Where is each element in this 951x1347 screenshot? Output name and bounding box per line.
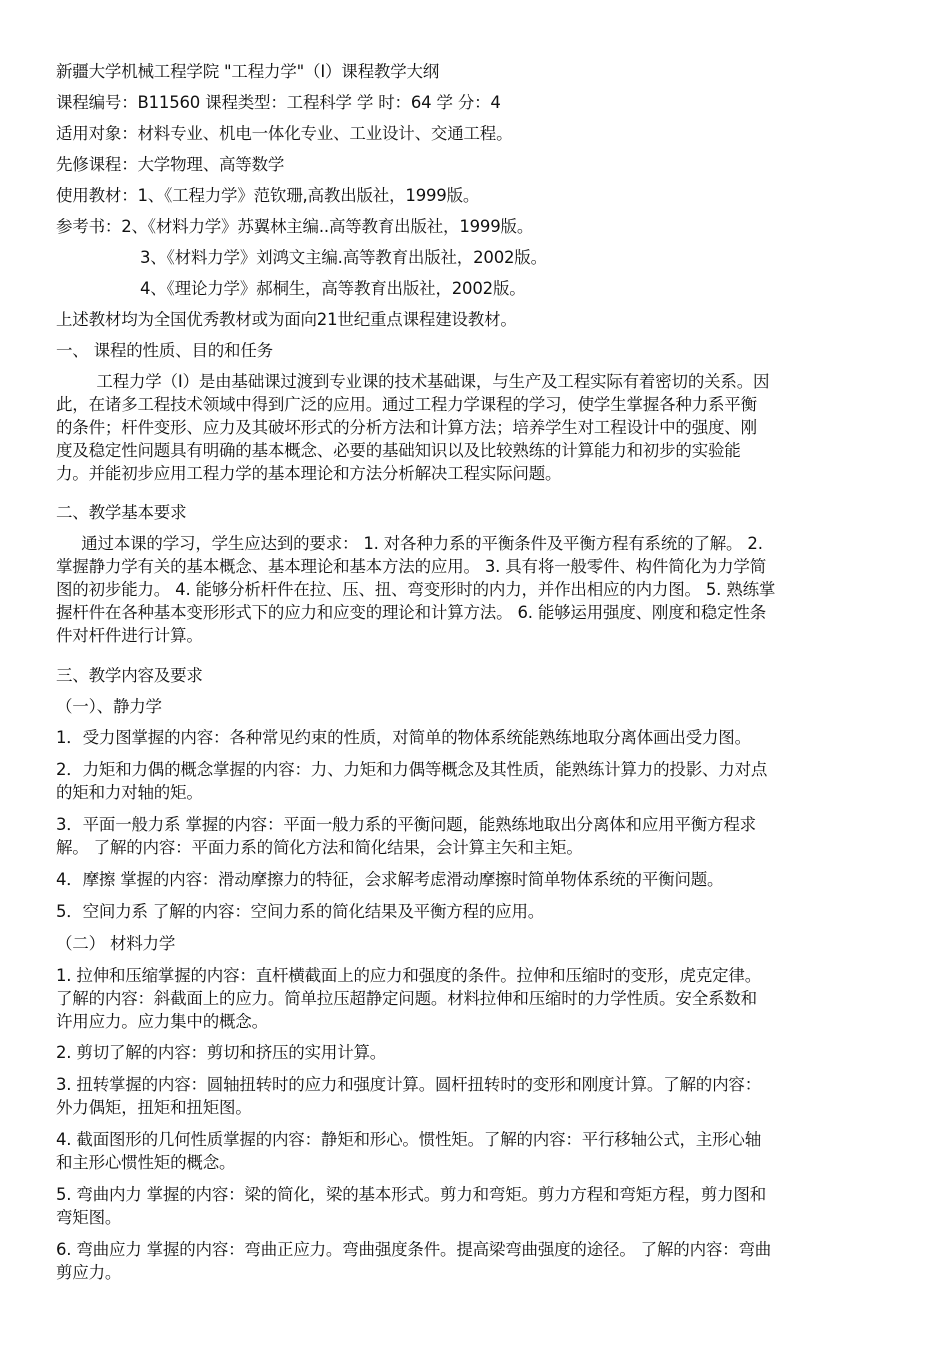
section-2-paragraph [56,532,896,647]
part-2-heading: （二） 材料力学 [56,934,176,953]
paragraph-line: 通过本课的学习，学生应达到的要求： 1. 对各种力系的平衡条件及平衡方程有系统的了解。 2. [56,534,763,553]
paragraph-line: 此，在诸多工程技术领域中得到广泛的应用。通过工程力学课程的学习，使学生掌握各种力系平衡 [56,395,757,414]
paragraph-line: 力。并能初步应用工程力学的基本理论和方法分析解决工程实际问题。 [56,464,562,483]
item-line: 剪应力。 [56,1263,122,1282]
item-line: 1. 拉伸和压缩掌握的内容：直杆横截面上的应力和强度的条件。拉伸和压缩时的变形，虎克定律。 [56,966,761,985]
item-line: 4．摩擦 掌握的内容：滑动摩擦力的特征，会求解考虑滑动摩擦时简单物体系统的平衡问题。 [56,870,724,889]
item-line: 弯矩图。 [56,1208,122,1227]
item-line: 许用应力。应力集中的概念。 [56,1012,268,1031]
item-line: 3. 扭转掌握的内容：圆轴扭转时的应力和强度计算。圆杆扭转时的变形和刚度计算。了解的内容： [56,1075,761,1094]
statics-item-2 [56,758,896,804]
textbook-note: 上述教材均为全国优秀教材或为面向21世纪重点课程建设教材。 [56,310,517,329]
item-line: 外力偶矩，扭矩和扭矩图。 [56,1098,252,1117]
paragraph-line: 握杆件在各种基本变形形式下的应力和应变的理论和计算方法。 6. 能够运用强度、刚度和稳定性条 [56,603,767,622]
paragraph-line: 的条件；杆件变形、应力及其破坏形式的分析方法和计算方法；培养学生对工程设计中的强度、刚 [56,418,757,437]
item-line: 6. 弯曲应力 掌握的内容：弯曲正应力。弯曲强度条件。提高梁弯曲强度的途径。 了解的内容：弯曲 [56,1240,772,1259]
item-line: 了解的内容：斜截面上的应力。简单拉压超静定问题。材料拉伸和压缩时的力学性质。安全系数和 [56,989,757,1008]
item-line: 4. 截面图形的几何性质掌握的内容：静矩和形心。惯性矩。了解的内容：平行移轴公式，主形心轴 [56,1130,761,1149]
section-3-heading: 三、教学内容及要求 [56,666,203,685]
materials-item-2 [56,1041,896,1064]
item-line: 的矩和力对轴的矩。 [56,783,203,802]
materials-item-3 [56,1073,896,1119]
paragraph-line: 工程力学（I）是由基础课过渡到专业课的技术基础课，与生产及工程实际有着密切的关系。因 [56,372,770,391]
section-1-heading: 一、 课程的性质、目的和任务 [56,341,273,360]
statics-item-5 [56,900,896,923]
materials-item-1 [56,964,896,1033]
item-line: 1．受力图掌握的内容：各种常见约束的性质，对简单的物体系统能熟练地取分离体画出受力图。 [56,728,751,747]
course-info-line: 课程编号：B11560 课程类型：工程科学 学 时：64 学 分：4 [56,93,501,112]
section-2-heading: 二、教学基本要求 [56,503,187,522]
materials-item-5 [56,1183,896,1229]
paragraph-line: 掌握静力学有关的基本概念、基本理论和基本方法的应用。 3. 具有将一般零件、构件简化为力学简 [56,557,767,576]
paragraph-line: 件对杆件进行计算。 [56,626,203,645]
section-1-paragraph [56,370,896,485]
materials-item-6 [56,1238,896,1284]
paragraph-line: 图的初步能力。 4. 能够分析杆件在拉、压、扭、弯变形时的内力，并作出相应的内力图。 5. 熟练掌 [56,580,776,599]
materials-item-4 [56,1128,896,1174]
statics-item-4 [56,868,896,891]
statics-item-3 [56,813,896,859]
item-line: 和主形心惯性矩的概念。 [56,1153,236,1172]
item-line: 2. 剪切了解的内容：剪切和挤压的实用计算。 [56,1043,387,1062]
item-line: 5. 弯曲内力 掌握的内容：梁的简化，梁的基本形式。剪力和弯矩。剪力方程和弯矩方程，剪力图和 [56,1185,767,1204]
document-title: 新疆大学机械工程学院 "工程力学"（I）课程教学大纲 [56,62,440,81]
reference-book-2: 3、《材料力学》刘鸿文主编.高等教育出版社，2002版。 [140,248,547,267]
item-line: 5．空间力系 了解的内容：空间力系的简化结果及平衡方程的应用。 [56,902,545,921]
item-line: 3．平面一般力系 掌握的内容：平面一般力系的平衡问题，能熟练地取出分离体和应用平衡方程求 [56,815,756,834]
target-audience-line: 适用对象：材料专业、机电一体化专业、工业设计、交通工程。 [56,124,513,143]
item-line: 2．力矩和力偶的概念掌握的内容：力、力矩和力偶等概念及其性质，能熟练计算力的投影、力对点 [56,760,768,779]
statics-item-1 [56,726,896,749]
textbook-line: 使用教材：1、《工程力学》范钦珊,高教出版社，1999版。 [56,186,480,205]
paragraph-line: 度及稳定性问题具有明确的基本概念、必要的基础知识以及比较熟练的计算能力和初步的实验能 [56,441,741,460]
reference-book-1: 参考书：2、《材料力学》苏翼林主编..高等教育出版社，1999版。 [56,217,534,236]
part-1-heading: （一）、静力学 [56,697,162,716]
prerequisites-line: 先修课程：大学物理、高等数学 [56,155,285,174]
reference-book-3: 4、《理论力学》郝桐生，高等教育出版社，2002版。 [140,279,526,298]
item-line: 解。 了解的内容：平面力系的简化方法和简化结果，会计算主矢和主矩。 [56,838,583,857]
